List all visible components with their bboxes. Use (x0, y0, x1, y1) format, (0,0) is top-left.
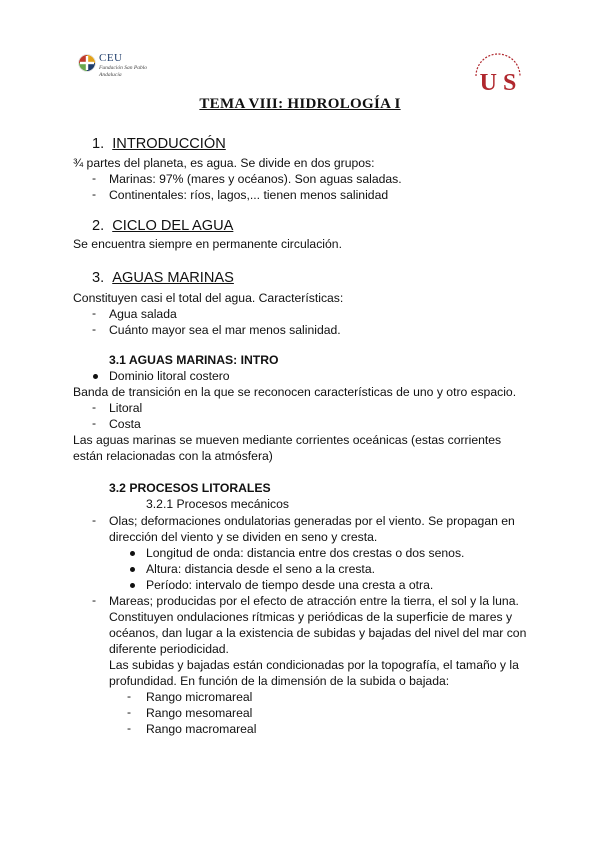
ceu-logo-name: CEU (99, 52, 123, 64)
paragraph-line: Las aguas marinas se mueven mediante corrientes oceánicas (estas corrientes (73, 433, 502, 447)
list-item: Longitud de onda: distancia entre dos crestas o dos senos. (146, 546, 465, 560)
bullet-dot (93, 374, 98, 379)
list-dash: - (92, 171, 97, 185)
list-item-line: Las subidas y bajadas están condicionadas por la topografía, el tamaño y la (109, 658, 519, 672)
section-number: 3. (92, 270, 105, 286)
list-dash: - (92, 306, 97, 320)
list-dash: - (92, 416, 97, 430)
list-item-line: Constituyen ondulaciones rítmicas y periódicas de la superficie de mares y (109, 610, 513, 624)
paragraph: Se encuentra siempre en permanente circulación. (73, 237, 342, 251)
list-item: Altura: distancia desde el seno a la cresta. (146, 562, 375, 576)
list-dash: - (92, 593, 97, 607)
ceu-logo-subtitle (99, 65, 159, 78)
list-dash: - (92, 400, 97, 414)
list-item: Marinas: 97% (mares y océanos). Son aguas saladas. (109, 172, 402, 186)
list-item-line: dirección del viento y se dividen en seno y cresta. (109, 530, 378, 544)
list-item-line: Mareas; producidas por el efecto de atracción entre la tierra, el sol y la luna. (109, 594, 519, 608)
ceu-logo (78, 50, 168, 86)
list-item: Continentales: ríos, lagos,... tienen menos salinidad (109, 188, 389, 202)
bullet-dot (130, 567, 135, 572)
ceu-cross-icon (78, 54, 96, 72)
subsection-title: 3.2 PROCESOS LITORALES (109, 481, 271, 495)
subsection-title: 3.1 AGUAS MARINAS: INTRO (109, 353, 279, 367)
list-dash: - (127, 705, 132, 719)
list-item: Rango micromareal (146, 690, 253, 704)
university-seal-letters: U S (479, 70, 517, 96)
section-number: 2. (92, 218, 105, 234)
university-seal-icon (470, 46, 526, 96)
list-item-line: Olas; deformaciones ondulatorias generadas por el viento. Se propagan en (109, 514, 515, 528)
paragraph: Constituyen casi el total del agua. Características: (73, 291, 344, 305)
bullet-dot (130, 551, 135, 556)
section-heading-2 (92, 218, 233, 234)
list-dash: - (127, 721, 132, 735)
ceu-logo-sub-line: Andalucía (99, 71, 122, 78)
paragraph: ¾ partes del planeta, es agua. Se divide en dos grupos: (73, 156, 375, 170)
section-title: CICLO DEL AGUA (112, 218, 234, 234)
section-title: AGUAS MARINAS (112, 270, 234, 286)
subsubsection-title: 3.2.1 Procesos mecánicos (146, 497, 289, 511)
ceu-logo-sub-line: Fundación San Pablo (99, 65, 147, 71)
bullet-dot (130, 583, 135, 588)
list-item: Rango macromareal (146, 722, 257, 736)
list-dash: - (127, 689, 132, 703)
section-number: 1. (92, 136, 105, 152)
list-item: Agua salada (109, 307, 177, 321)
section-heading-3 (92, 270, 234, 286)
list-item: Cuánto mayor sea el mar menos salinidad. (109, 323, 341, 337)
page-title: TEMA VIII: HIDROLOGÍA I (199, 96, 401, 112)
list-item-line: diferente periodicidad. (109, 642, 229, 656)
list-item: Litoral (109, 401, 143, 415)
list-dash: - (92, 513, 97, 527)
section-heading-1 (92, 136, 226, 152)
paragraph: Banda de transición en la que se reconocen características de uno y otro espacio. (73, 385, 517, 399)
list-item: Rango mesomareal (146, 706, 253, 720)
list-dash: - (92, 187, 97, 201)
list-item-line: océanos, dan lugar a la existencia de subidas y bajadas del nivel del mar con (109, 626, 527, 640)
section-title: INTRODUCCIÓN (112, 136, 226, 152)
list-dash: - (92, 322, 97, 336)
paragraph-line: están relacionadas con la atmósfera) (73, 449, 273, 463)
list-item: Dominio litoral costero (109, 369, 230, 383)
list-item-line: profundidad. En función de la dimensión de la subida o bajada: (109, 674, 450, 688)
list-item: Costa (109, 417, 141, 431)
list-item: Período: intervalo de tiempo desde una cresta a otra. (146, 578, 434, 592)
